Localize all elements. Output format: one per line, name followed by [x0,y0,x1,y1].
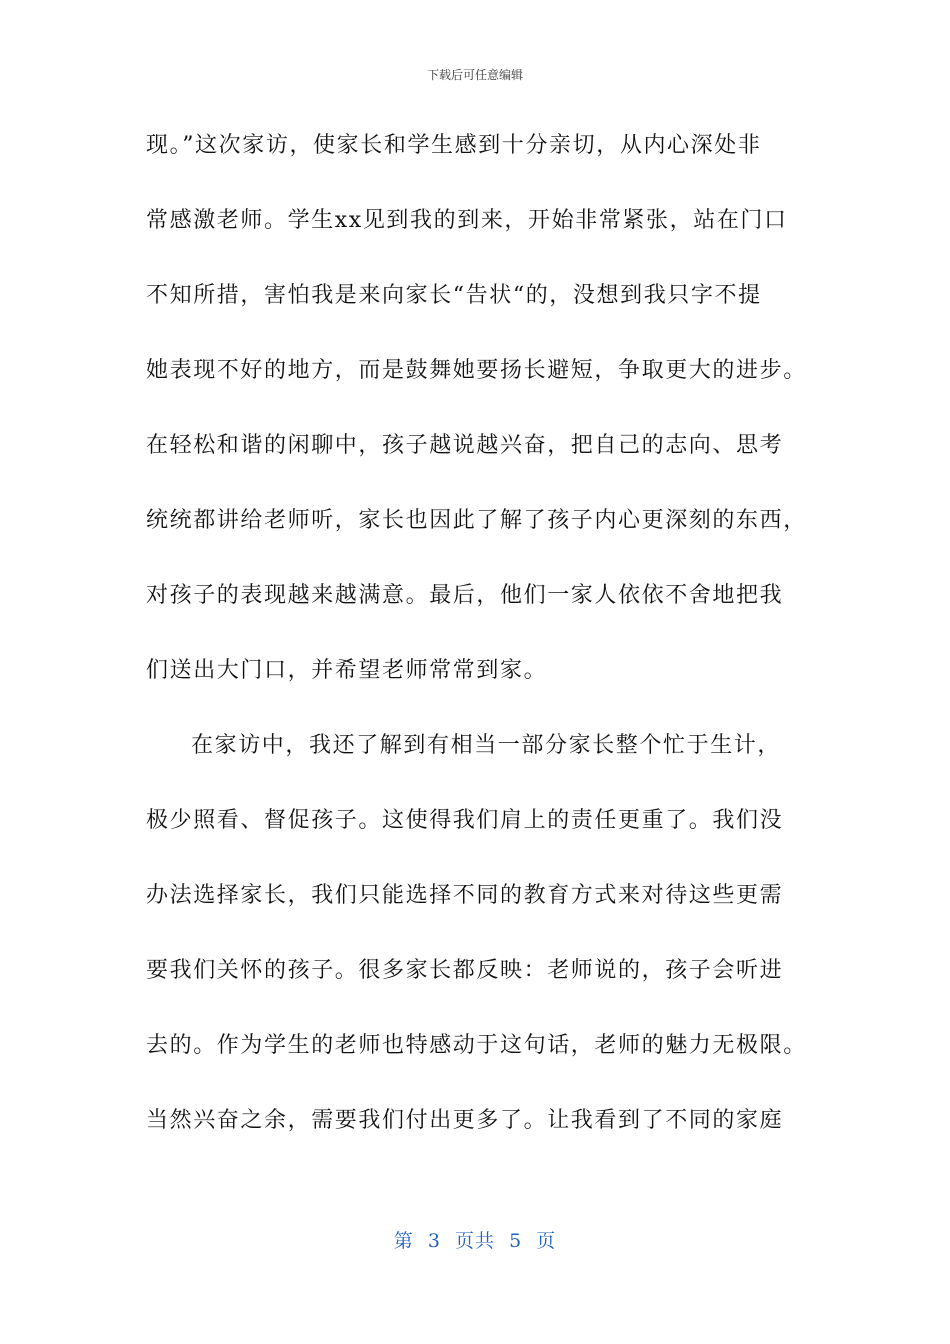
text-line: 去的。作为学生的老师也特感动于这句话，老师的魅力无极限。 [146,1033,807,1058]
text-line: 常感激老师。学生xx见到我的到来，开始非常紧张，站在门口 [146,208,788,233]
paragraph-start-line: 在家访中，我还了解到有相当一部分家长整个忙于生计， [191,733,782,758]
text-line: 不知所措，害怕我是来向家长“告状“的，没想到我只字不提 [146,283,762,308]
text-line: 当然兴奋之余，需要我们付出更多了。让我看到了不同的家庭 [146,1108,784,1133]
text-line: 要我们关怀的孩子。很多家长都反映：老师说的，孩子会听进 [146,958,784,983]
text-line: 现。”这次家访，使家长和学生感到十分亲切，从内心深处非 [146,133,762,158]
text-line: 们送出大门口，并希望老师常常到家。 [146,658,548,683]
text-line: 在轻松和谐的闲聊中，孩子越说越兴奋，把自己的志向、思考 [146,433,784,458]
text-line: 办法选择家长，我们只能选择不同的教育方式来对待这些更需 [146,883,784,908]
text-line: 统统都讲给老师听，家长也因此了解了孩子内心更深刻的东西， [146,508,807,533]
page-header: 下载后可任意编辑 [426,68,523,82]
page-number-footer: 第 3 页共 5 页 [393,1230,557,1252]
text-line: 极少照看、督促孩子。这使得我们肩上的责任更重了。我们没 [146,808,784,833]
text-line: 对孩子的表现越来越满意。最后，他们一家人依依不舍地把我 [146,583,784,608]
text-line: 她表现不好的地方，而是鼓舞她要扬长避短，争取更大的进步。 [146,358,807,383]
document-body [146,124,816,1174]
